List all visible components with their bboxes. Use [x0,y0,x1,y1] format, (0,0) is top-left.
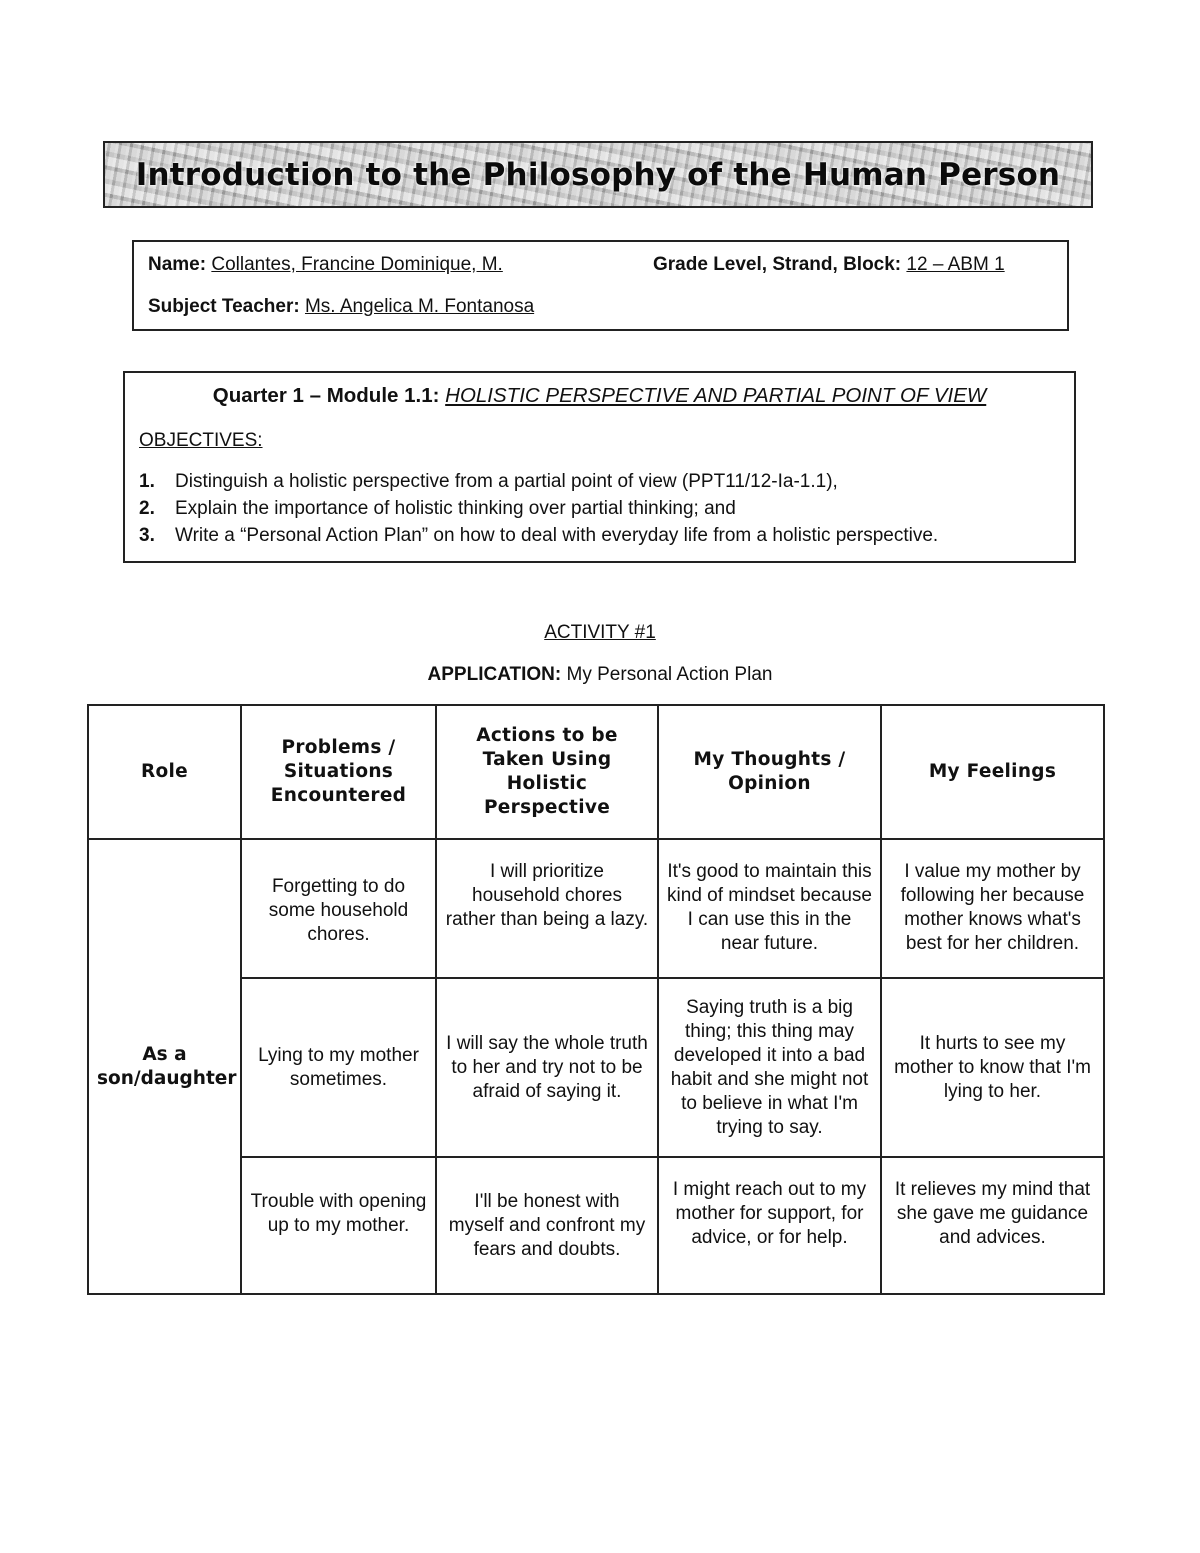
thoughts-cell: I might reach out to my mother for support, for advice, or for help. [658,1157,881,1294]
header-actions: Actions to be Taken Using Holistic Perspective [436,705,658,839]
grade-value: 12 – ABM 1 [906,254,1005,275]
thoughts-cell: Saying truth is a big thing; this thing may developed it into a bad habit and she might not to believe in what I'm trying to say. [658,978,881,1157]
thoughts-cell: It's good to maintain this kind of mindset because I can use this in the near future. [658,839,881,978]
objectives-list [139,471,938,552]
objective-item: 1. Distinguish a holistic perspective from a partial point of view (PPT11/12-Ia-1.1), [139,471,838,492]
action-plan-table [87,704,1105,1295]
feelings-cell: It hurts to see my mother to know that I'm lying to her. [881,978,1104,1157]
feelings-cell: I value my mother by following her because mother knows what's best for her children. [881,839,1104,978]
application-line [0,664,1200,686]
action-cell: I'll be honest with myself and confront my fears and doubts. [436,1157,658,1294]
table-row [88,978,1104,1157]
header-feelings: My Feelings [881,705,1104,839]
objective-item: 2. Explain the importance of holistic thinking over partial thinking; and [139,498,736,519]
application-label: APPLICATION: [427,664,562,685]
document-title: Introduction to the Philosophy of the Human Person [135,156,1061,193]
header-problems: Problems / Situations Encountered [241,705,436,839]
application-text: My Personal Action Plan [566,664,773,685]
teacher-label: Subject Teacher: [148,296,300,317]
objectives-heading: OBJECTIVES: [139,430,263,451]
role-cell: As a son/daughter [88,839,241,1294]
name-value: Collantes, Francine Dominique, M. [211,254,503,275]
action-cell: I will prioritize household chores rather than being a lazy. [436,839,658,978]
teacher-value: Ms. Angelica M. Fontanosa [304,296,535,317]
table-header-row [88,705,1104,839]
name-label: Name: [148,254,207,275]
problem-cell: Forgetting to do some household chores. [241,839,436,978]
problem-cell: Lying to my mother sometimes. [241,978,436,1157]
student-info-box [132,240,1069,331]
objectives-box [123,371,1076,563]
grade-label: Grade Level, Strand, Block: [653,254,902,275]
feelings-cell: It relieves my mind that she gave me guidance and advices. [881,1157,1104,1294]
table-row [88,1157,1104,1294]
objective-item: 3. Write a “Personal Action Plan” on how to deal with everyday life from a holistic perspective. [139,525,939,546]
activity-title: ACTIVITY #1 [544,622,656,643]
header-thoughts: My Thoughts / Opinion [658,705,881,839]
header-role: Role [88,705,241,839]
title-banner [103,141,1093,208]
module-title [125,384,1074,408]
name-row [148,254,503,276]
teacher-row [148,296,534,318]
table-row [88,839,1104,978]
grade-row [653,254,1005,276]
problem-cell: Trouble with opening up to my mother. [241,1157,436,1294]
module-topic: HOLISTIC PERSPECTIVE AND PARTIAL POINT OF VIEW [445,384,987,407]
module-label: Quarter 1 – Module 1.1: [212,384,440,407]
action-cell: I will say the whole truth to her and try not to be afraid of saying it. [436,978,658,1157]
